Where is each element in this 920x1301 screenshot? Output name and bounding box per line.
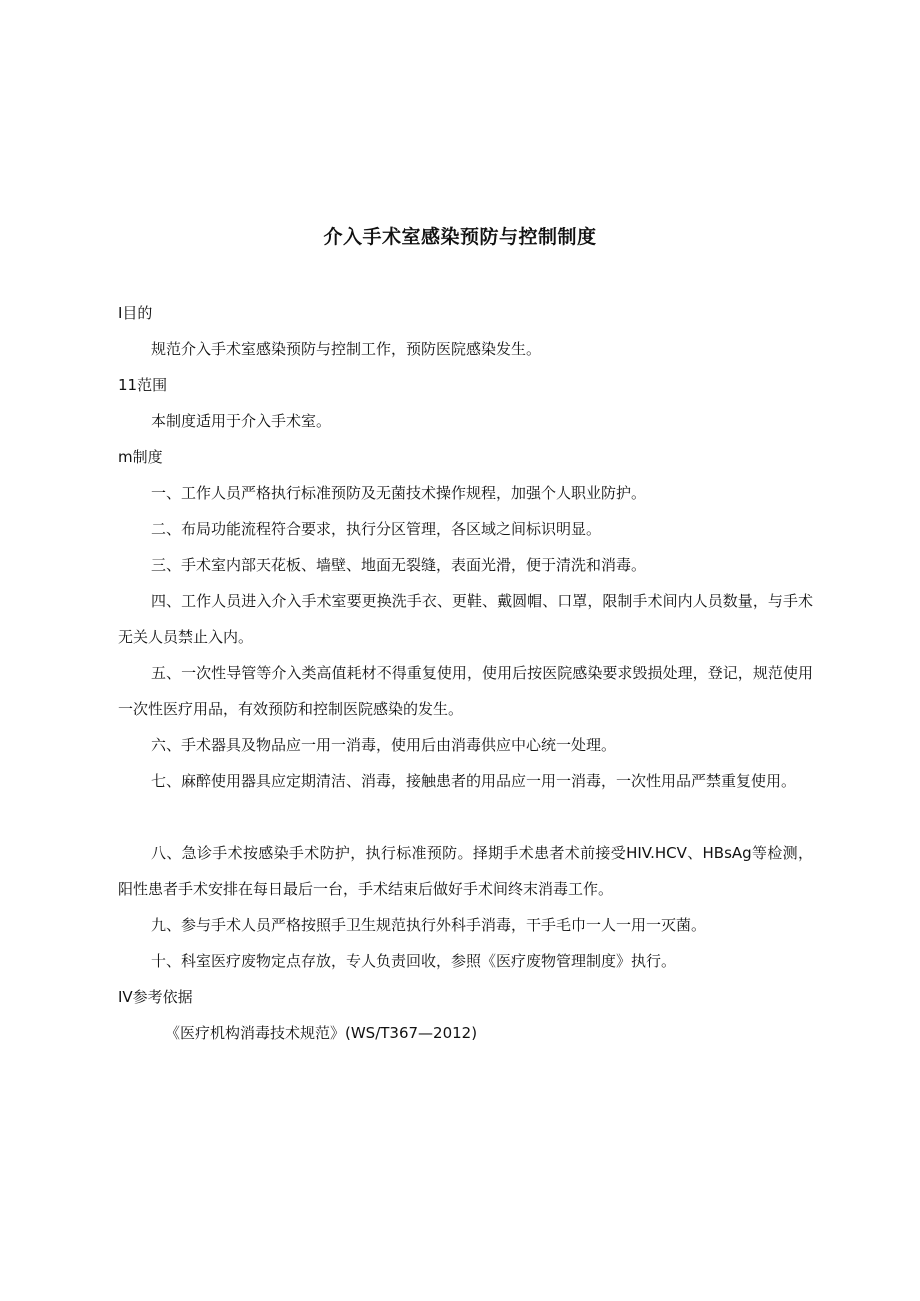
- section-text-purpose: 规范介入手术室感染预防与控制工作，预防医院感染发生。: [151, 340, 542, 358]
- rule-item-3: 三、手术室内部天花板、墙壁、地面无裂缝，表面光滑，便于清洗和消毒。: [151, 556, 647, 574]
- rule-item-9: 九、参与手术人员严格按照手卫生规范执行外科手消毒，干手毛巾一人一用一灭菌。: [151, 916, 707, 934]
- rule-item-1: 一、工作人员严格执行标准预防及无菌技术操作规程，加强个人职业防护。: [151, 484, 647, 502]
- section-text-scope: 本制度适用于介入手术室。: [151, 412, 332, 430]
- rule-item-8: 八、急诊手术按感染手术防护，执行标准预防。择期手术患者术前接受HIV.HCV、HBsAg等检测，阳性患者手术安排在每日最后一台，手术结束后做好手术间终末消毒工作。: [118, 844, 813, 898]
- document-title: 介入手术室感染预防与控制制度: [323, 226, 597, 248]
- rule-item-5: 五、一次性导管等介入类高值耗材不得重复使用，使用后按医院感染要求毁损处理，登记，规范使用一次性医疗用品，有效预防和控制医院感染的发生。: [118, 664, 813, 718]
- section-heading-rules: m制度: [118, 448, 163, 466]
- reference-citation: 《医疗机构消毒技术规范》(WS/T367—2012): [165, 1024, 478, 1042]
- rule-item-2: 二、布局功能流程符合要求，执行分区管理，各区域之间标识明显。: [151, 520, 602, 538]
- section-heading-purpose: I目的: [118, 304, 153, 322]
- rule-item-4: 四、工作人员进入介入手术室要更换洗手衣、更鞋、戴圆帽、口罩，限制手术间内人员数量，与手术无关人员禁止入内。: [118, 592, 813, 646]
- rule-item-6: 六、手术器具及物品应一用一消毒，使用后由消毒供应中心统一处理。: [151, 736, 617, 754]
- section-heading-scope: 11范围: [118, 376, 168, 394]
- section-heading-references: IV参考依据: [118, 988, 193, 1006]
- rule-item-7: 七、麻醉使用器具应定期清洁、消毒，接触患者的用品应一用一消毒，一次性用品严禁重复使用。: [151, 772, 797, 790]
- rule-item-10: 十、科室医疗废物定点存放，专人负责回收，参照《医疗废物管理制度》执行。: [151, 952, 677, 970]
